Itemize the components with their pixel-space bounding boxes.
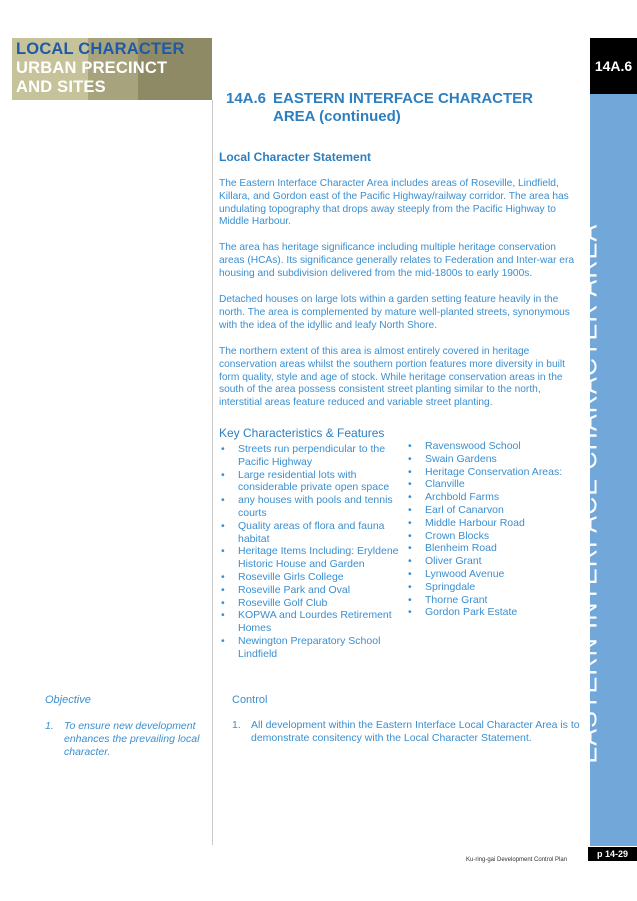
objective-text: To ensure new development enhances the prevailing local character. <box>64 720 200 758</box>
list-item: • Heritage Items Including: Eryldene Historic House and Garden <box>219 545 399 571</box>
list-item: • Roseville Golf Club <box>219 597 399 610</box>
section-title-line-1: EASTERN INTERFACE CHARACTER <box>273 90 534 107</box>
list-item: • Newington Preparatory School Lindfield <box>219 635 399 661</box>
section-header-block <box>12 38 212 100</box>
list-item: • Swain Gardens <box>406 453 581 466</box>
page-number: p 14-29 <box>588 847 637 861</box>
control-text: All development within the Eastern Interface Local Character Area is to demonstrate consitency with the Local Character Statement. <box>251 719 580 744</box>
list-item: • Streets run perpendicular to the Pacific Highway <box>219 443 399 469</box>
statement-paragraph: The Eastern Interface Character Area includes areas of Roseville, Lindfield, Killara, and Gordon east of the Pacific Highway/railway corridor. The area has undulating topography that drops away steeply from the Pacific Highway to Middle Harbour. <box>219 178 569 228</box>
objective-item <box>45 720 207 759</box>
list-item: • Quality areas of flora and fauna habitat <box>219 520 399 546</box>
list-item: • Ravenswood School <box>406 440 581 453</box>
header-line-1: LOCAL CHARACTER <box>16 40 185 58</box>
section-tab-label: 14A.6 <box>590 38 637 94</box>
list-item: • Gordon Park Estate <box>406 606 581 619</box>
list-item: • any houses with pools and tennis courts <box>219 494 399 520</box>
list-item: • Lynwood Avenue <box>406 568 581 581</box>
list-item: • Clanville <box>406 478 581 491</box>
list-item: • Springdale <box>406 581 581 594</box>
list-item: • Roseville Girls College <box>219 571 399 584</box>
objective-number: 1. <box>45 720 54 732</box>
key-characteristics-heading: Key Characteristics & Features <box>219 426 385 440</box>
section-number: 14A.6 <box>226 90 267 107</box>
key-characteristics-list-right <box>406 440 581 619</box>
list-item: • Heritage Conservation Areas: <box>406 466 581 479</box>
key-characteristics-list-left <box>219 443 399 661</box>
statement-paragraph: The area has heritage significance including multiple heritage conservation areas (HCAs). Its significance generally relates to Federation and Inter-war era housing and subdivision delivered from the mid-1800s to early 1900s. <box>219 242 575 279</box>
list-item: • Middle Harbour Road <box>406 517 581 530</box>
statement-heading: Local Character Statement <box>219 150 372 164</box>
side-band-title: EASTERN INTERFACE CHARACTER AREA <box>574 223 603 764</box>
list-item: • Earl of Canarvon <box>406 504 581 517</box>
section-title-line-2: AREA (continued) <box>273 108 401 125</box>
control-item <box>232 719 582 745</box>
objective-heading: Objective <box>45 694 91 706</box>
list-item: • KOPWA and Lourdes Retirement Homes <box>219 609 399 635</box>
statement-paragraph: Detached houses on large lots within a garden setting feature heavily in the north. The area is complemented by mature well-planted streets, synonymous with the idea of the idyllic and leafy North Shore. <box>219 294 570 331</box>
list-item: • Large residential lots with considerable private open space <box>219 469 399 495</box>
column-divider <box>212 100 213 845</box>
list-item: • Blenheim Road <box>406 542 581 555</box>
section-title <box>226 90 533 126</box>
header-line-3: AND SITES <box>16 78 106 96</box>
header-line-2: URBAN PRECINCT <box>16 59 168 77</box>
statement-paragraph: The northern extent of this area is almost entirely covered in heritage conservation areas whilst the southern portion features more diversity in built form quality, style and age of stock. While heritage conservation areas in the south of the area possess consistent street planting similar to the north, interstitial areas feature reduced and variable street planting. <box>219 346 565 409</box>
header-title <box>16 40 185 97</box>
list-item: • Roseville Park and Oval <box>219 584 399 597</box>
list-item: • Oliver Grant <box>406 555 581 568</box>
list-item: • Thorne Grant <box>406 594 581 607</box>
control-number: 1. <box>232 719 241 731</box>
control-heading: Control <box>232 694 268 706</box>
list-item: • Crown Blocks <box>406 530 581 543</box>
list-item: • Archbold Farms <box>406 491 581 504</box>
footer-document-title: Ku-ring-gai Development Control Plan <box>466 857 568 863</box>
